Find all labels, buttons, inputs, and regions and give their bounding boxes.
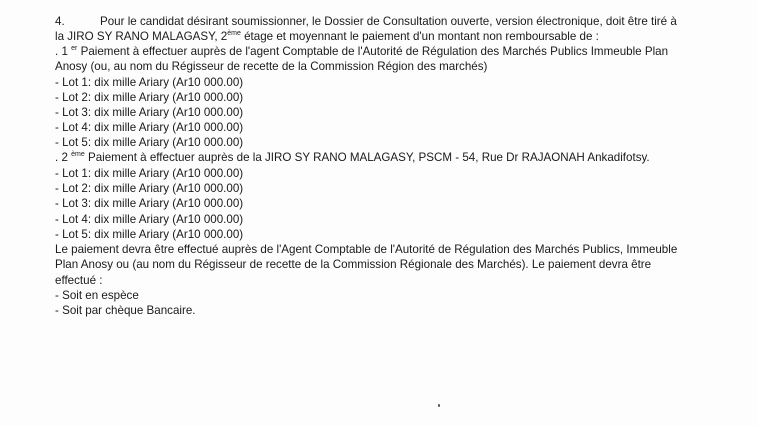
paragraph-intro-line-1: [55, 14, 677, 29]
payment-1-lot: - Lot 4: dix mille Ariary (Ar10 000.00): [55, 121, 244, 134]
payment-1-heading-continued: [55, 59, 487, 74]
payment-1-lot: - Lot 2: dix mille Ariary (Ar10 000.00): [55, 91, 244, 104]
payment-1-heading: [55, 44, 668, 59]
payment-1-lot: - Lot 1: dix mille Ariary (Ar10 000.00): [55, 76, 244, 89]
payment-2-lot: - Lot 3: dix mille Ariary (Ar10 000.00): [55, 197, 244, 210]
paragraph-number: 4.: [55, 15, 65, 28]
payment-2-heading: [55, 150, 650, 165]
payment-1-superscript: er: [71, 45, 78, 52]
closing-line: Le paiement devra être effectué auprès de l'Agent Comptable de l'Autorité de Régulation des Marchés Publics, Immeuble: [55, 243, 678, 256]
payment-option: - Soit par chèque Bancaire.: [55, 304, 196, 317]
payment-2-text: Paiement à effectuer auprès de la JIRO SY RANO MALAGASY, PSCM - 54, Rue Dr RAJAONAH Ankadifotsy.: [84, 151, 650, 164]
intro-text: Pour le candidat désirant soumissionner, le Dossier de Consultation ouverte, version électronique, doit être tiré à: [100, 15, 677, 28]
payment-2-lot: - Lot 5: dix mille Ariary (Ar10 000.00): [55, 228, 244, 241]
payment-1-lot: - Lot 3: dix mille Ariary (Ar10 000.00): [55, 106, 244, 119]
payment-1-prefix: . 1: [55, 45, 72, 58]
payment-2-prefix: . 2: [55, 151, 72, 164]
scan-speck: [438, 404, 440, 407]
intro-text-part-b: étage et moyennant le paiement d'un montant non remboursable de :: [240, 30, 599, 43]
payment-option: - Soit en espèce: [55, 289, 139, 302]
payment-2-lot: - Lot 2: dix mille Ariary (Ar10 000.00): [55, 182, 244, 195]
closing-line: effectué :: [55, 274, 103, 287]
payment-2-lot: - Lot 4: dix mille Ariary (Ar10 000.00): [55, 213, 244, 226]
payment-1-text: Paiement à effectuer auprès de l'agent Comptable de l'Autorité de Régulation des Marchés Publics Immeuble Plan: [77, 45, 669, 58]
intro-superscript: ème: [227, 30, 241, 37]
payment-1-text-continued: Anosy (ou, au nom du Régisseur de recette de la Commission Région des marchés): [55, 60, 488, 73]
paragraph-intro-line-2: [55, 29, 599, 44]
closing-line: Plan Anosy ou (au nom du Régisseur de recette de la Commission Régionale des Marchés). Le paiement devra être: [55, 258, 652, 271]
payment-2-lot: - Lot 1: dix mille Ariary (Ar10 000.00): [55, 167, 244, 180]
payment-1-lot: - Lot 5: dix mille Ariary (Ar10 000.00): [55, 136, 244, 149]
payment-2-superscript: ème: [71, 151, 85, 158]
intro-text-part-a: la JIRO SY RANO MALAGASY, 2: [55, 30, 228, 43]
